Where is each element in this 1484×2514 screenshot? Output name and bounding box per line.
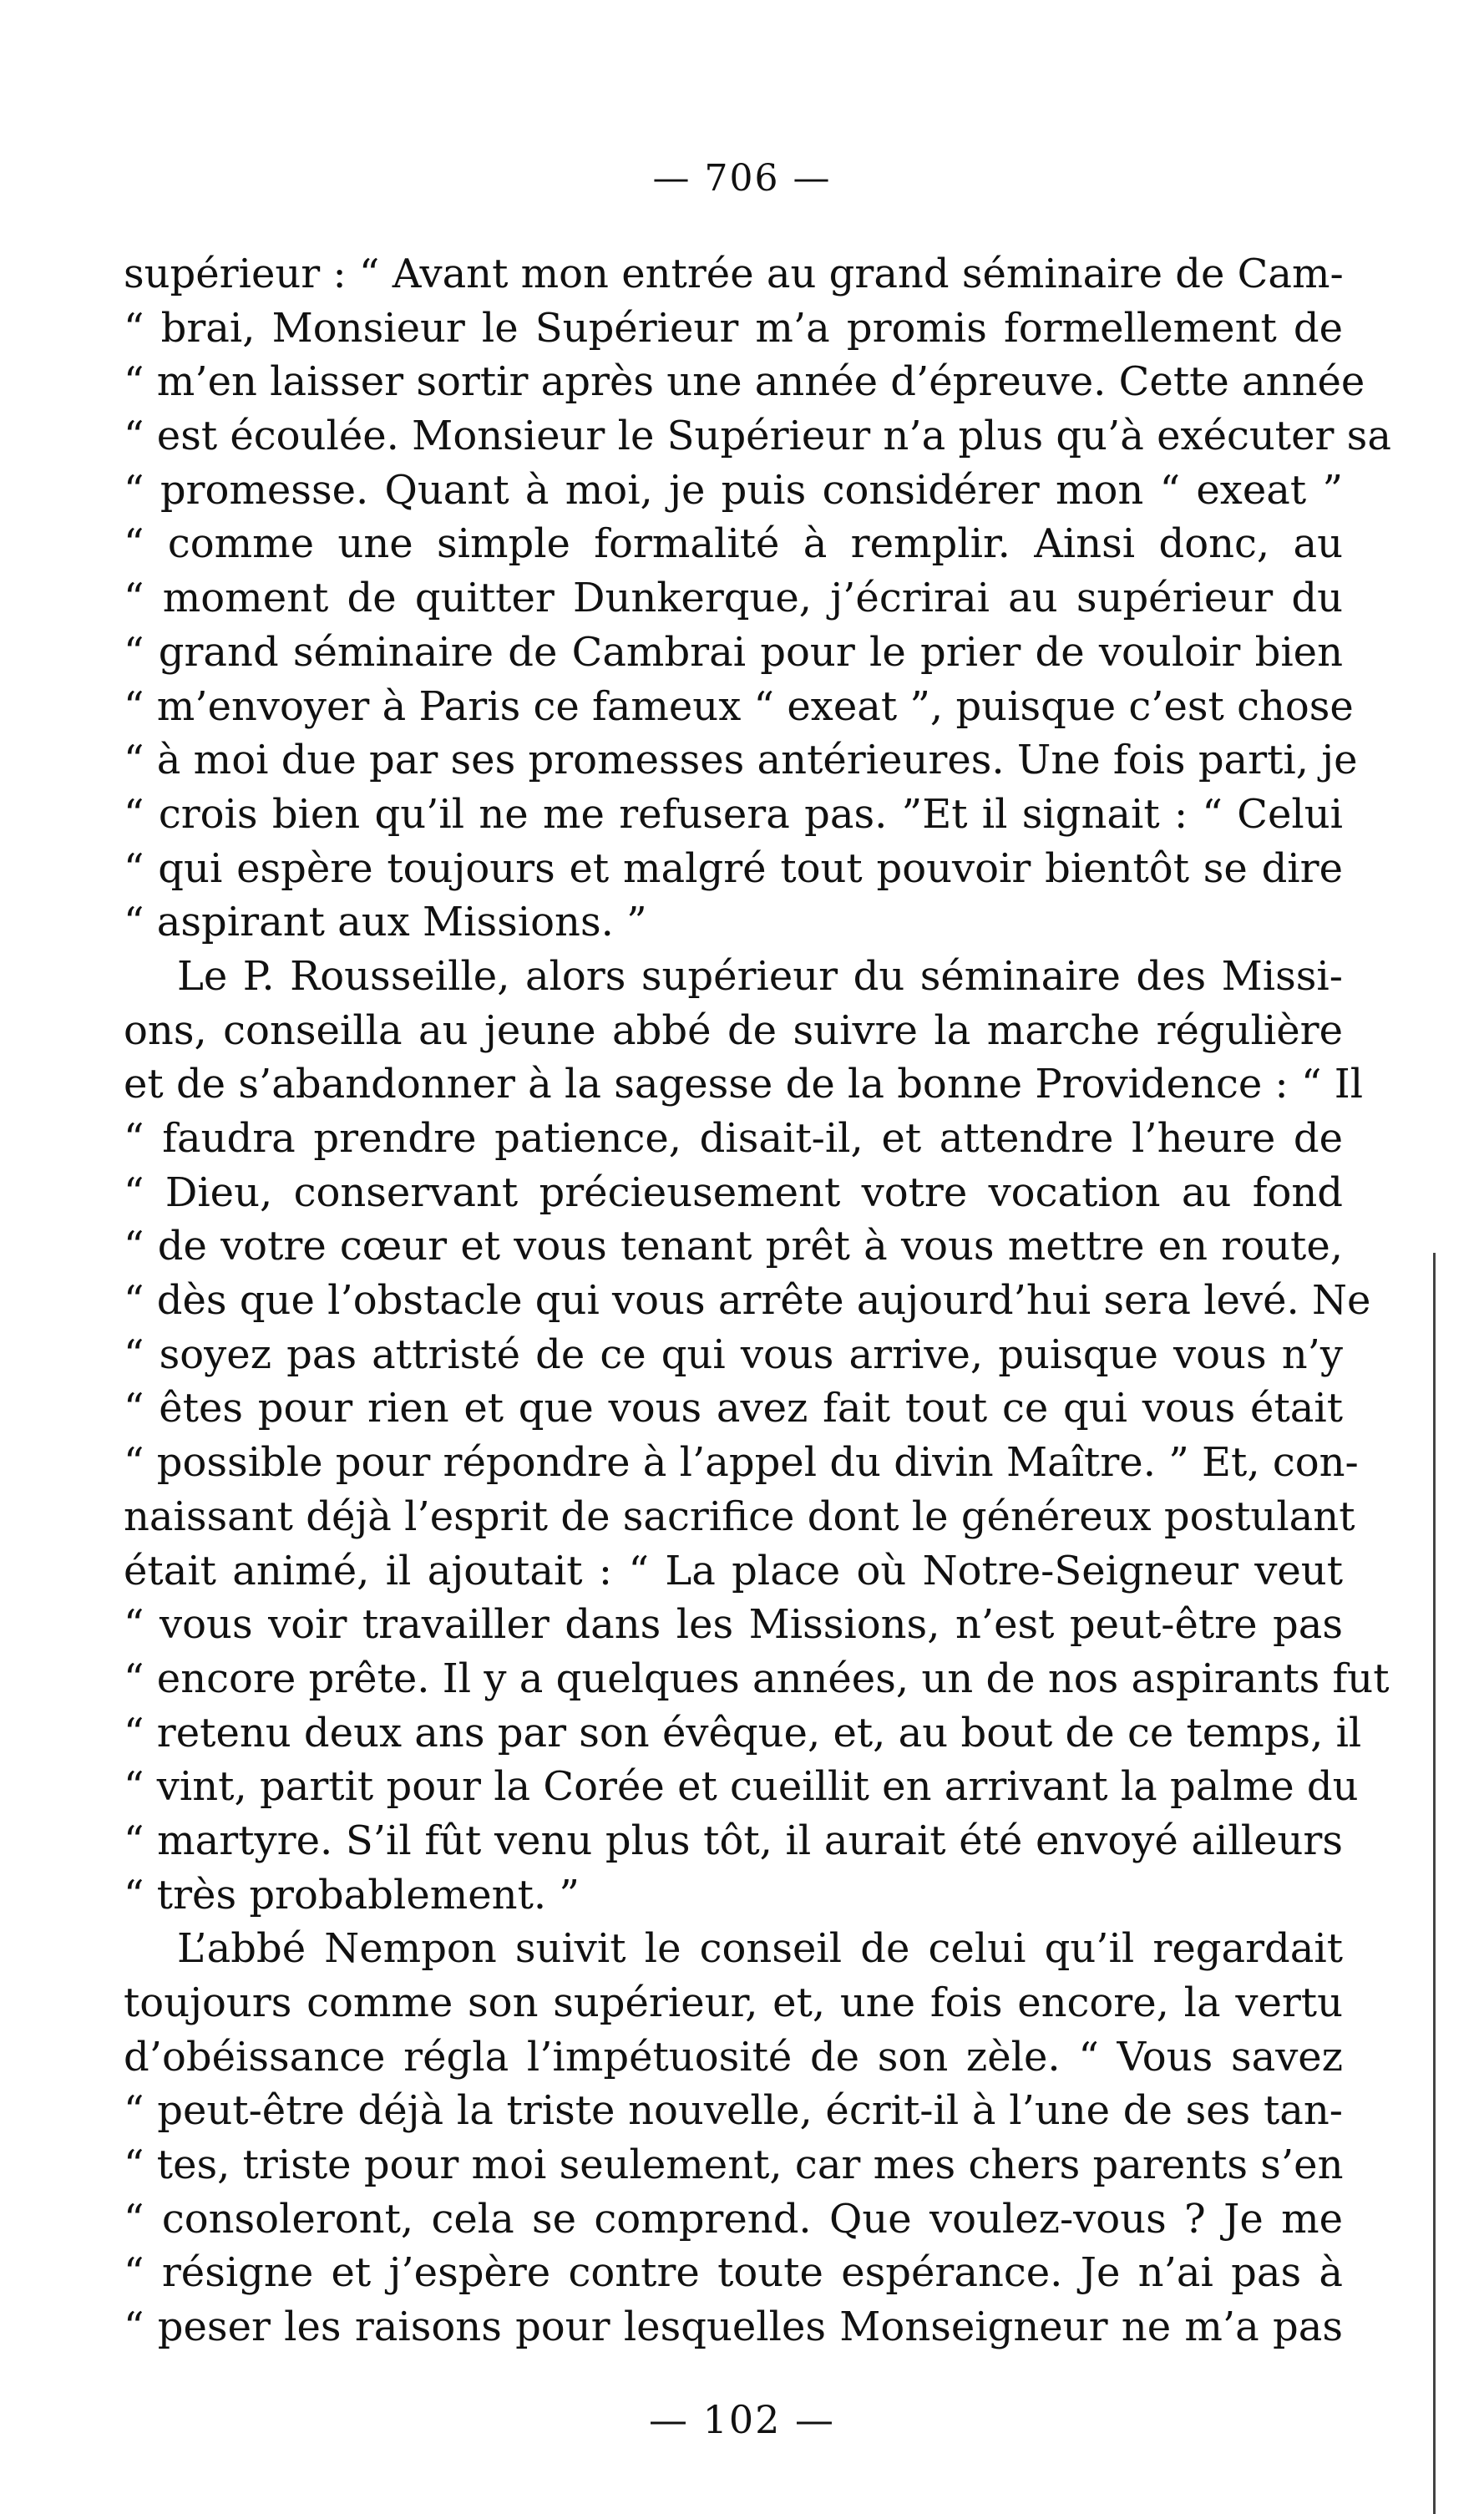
body-text xyxy=(124,247,1391,2354)
text-line: était animé, il ajoutait : “ La place où Notre-Seigneur veut xyxy=(124,1547,1343,1594)
text-line: “ de votre cœur et vous tenant prêt à vous mettre en route, xyxy=(124,1223,1343,1270)
text-line: “ est écoulée. Monsieur le Supérieur n’a plus qu’à exécuter sa xyxy=(124,413,1391,460)
text-line: “ brai, Monsieur le Supérieur m’a promis formellement de xyxy=(124,304,1343,352)
signature-mark-footer: — 102 — xyxy=(648,2397,836,2442)
text-line: naissant déjà l’esprit de sacrifice dont le généreux postulant xyxy=(124,1493,1355,1540)
text-line: “ tes, triste pour moi seulement, car mes chers parents s’en xyxy=(124,2141,1344,2189)
text-line: Le P. Rousseille, alors supérieur du séminaire des Missi- xyxy=(177,952,1343,1000)
text-line: “ soyez pas attristé de ce qui vous arrive, puisque vous n’y xyxy=(124,1330,1343,1378)
text-line: “ dès que l’obstacle qui vous arrête aujourd’hui sera levé. Ne xyxy=(124,1277,1371,1325)
text-line: “ m’envoyer à Paris ce fameux “ exeat ”, puisque c’est chose xyxy=(124,682,1354,730)
text-line: “ martyre. S’il fût venu plus tôt, il aurait été envoyé ailleurs xyxy=(124,1817,1343,1864)
text-line: “ comme une simple formalité à remplir. Ainsi donc, au xyxy=(124,520,1343,568)
text-line: “ peut-être déjà la triste nouvelle, écrit-il à l’une de ses tan- xyxy=(124,2087,1343,2135)
text-line: supérieur : “ Avant mon entrée au grand séminaire de Cam- xyxy=(124,251,1344,297)
text-line: “ peser les raisons pour lesquelles Monseigneur ne m’a pas xyxy=(124,2304,1343,2351)
text-line: “ consoleront, cela se comprend. Que voulez-vous ? Je me xyxy=(124,2195,1343,2243)
text-line: et de s’abandonner à la sagesse de la bonne Providence : “ Il xyxy=(124,1061,1364,1108)
text-line: L’abbé Nempon suivit le conseil de celui qu’il regardait xyxy=(177,1925,1343,1973)
text-line: “ aspirant aux Missions. ” xyxy=(124,899,647,946)
text-line: “ possible pour répondre à l’appel du divin Maître. ” Et, con- xyxy=(124,1439,1359,1487)
text-line: “ faudra prendre patience, disait-il, et attendre l’heure de xyxy=(124,1115,1343,1162)
text-line: “ vint, partit pour la Corée et cueillit en arrivant la palme du xyxy=(124,1763,1359,1811)
text-line: “ vous voir travailler dans les Missions, n’est peut-être pas xyxy=(124,1601,1343,1649)
page-number-header: — 706 — xyxy=(652,157,832,200)
text-line: d’obéissance régla l’impétuosité de son zèle. “ Vous savez xyxy=(124,2033,1343,2081)
text-line: “ êtes pour rien et que vous avez fait tout ce qui vous était xyxy=(124,1385,1343,1432)
text-line: “ Dieu, conservant précieusement votre vocation au fond xyxy=(124,1168,1343,1216)
text-line: “ à moi due par ses promesses antérieures. Une fois parti, je xyxy=(124,737,1358,784)
text-line: “ grand séminaire de Cambrai pour le prier de vouloir bien xyxy=(124,628,1343,676)
text-line: “ très probablement. ” xyxy=(124,1871,580,1918)
scan-edge-line xyxy=(1433,1253,1436,2514)
text-line: “ crois bien qu’il ne me refusera pas. ”Et il signait : “ Celui xyxy=(124,790,1343,838)
text-line: “ encore prête. Il y a quelques années, un de nos aspirants fut xyxy=(124,1655,1390,1702)
text-line: “ retenu deux ans par son évêque, et, au bout de ce temps, il xyxy=(124,1709,1362,1756)
text-line: “ m’en laisser sortir après une année d’épreuve. Cette année xyxy=(124,358,1365,406)
text-line: ons, conseilla au jeune abbé de suivre la marche régulière xyxy=(124,1006,1343,1054)
text-line: “ résigne et j’espère contre toute espérance. Je n’ai pas à xyxy=(124,2249,1343,2297)
text-line: toujours comme son supérieur, et, une fois encore, la vertu xyxy=(124,1979,1343,2026)
text-line: “ qui espère toujours et malgré tout pouvoir bientôt se dire xyxy=(124,844,1343,892)
text-line: “ moment de quitter Dunkerque, j’écrirai au supérieur du xyxy=(124,575,1343,622)
text-line: “ promesse. Quant à moi, je puis considérer mon “ exeat ” xyxy=(124,466,1343,514)
